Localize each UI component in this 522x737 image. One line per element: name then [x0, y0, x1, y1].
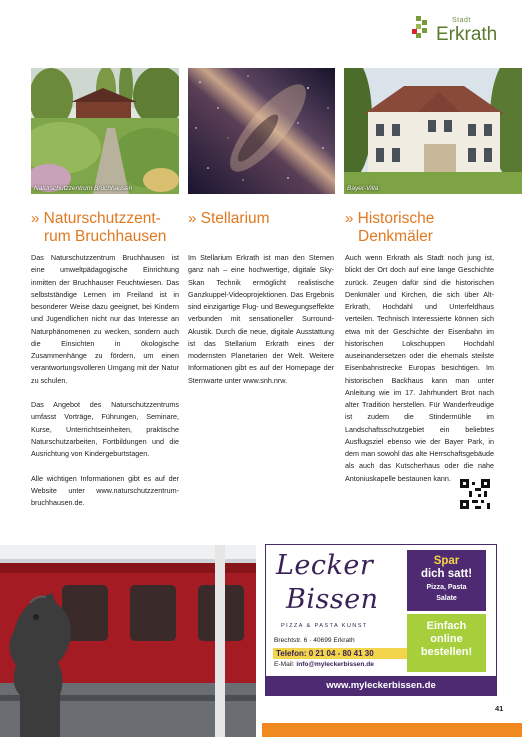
ad-address: Brechtstr. 6 · 40699 Erkrath — [274, 637, 355, 644]
photo-caption: Bayer-Villa — [347, 185, 379, 192]
photo-bayer-villa — [344, 68, 522, 194]
ad-order-online-box[interactable]: Einfach online bestellen! — [407, 614, 486, 672]
chevron-icon: » — [31, 210, 40, 227]
ad-tagline: PIZZA & PASTA KUNST — [281, 623, 368, 629]
paragraph: Im Stellarium Erkrath ist man den Sternen ganz nah – eine hochwertige, digitale Sky-Skan Technik ermöglicht realistische Ganzkuppel-Videoprojektionen. Das Ergebnis sind einzigartige Flug- und Bewegungseffekte verbunden mit sensationeller Surround-Akustik. Durch die neue, digitale Ausstattung ist das Stellarium Erkrath eines der modernsten Planetarien der Welt. Weitere Informationen gibt es auf der Homepage der Sternwarte unter www.snh.nrw. — [188, 253, 334, 385]
text-stellarium — [188, 252, 334, 399]
erkrath-logo-icon — [412, 16, 434, 42]
ad-brand-line1: Lecker — [276, 550, 374, 581]
photo-stellarium — [188, 68, 335, 194]
qr-code-icon[interactable] — [460, 479, 490, 509]
paragraph: Auch wenn Erkrath als Stadt noch jung ist, blickt der Ort doch auf eine lange Geschichte zurück. Zeugen dafür sind die historischen Denkmäler und Kirchen, die sich über Alt-Erkrath, Hochdahl und Unterfeldhaus verteilen. Technisch Interessierte können sich etwa mit der Geschichte der Eisenbahn im historischen Lokschuppen Hochdahl auseinandersetzen oder die ehemals steilste Eisenbahnstrecke Europas besichtigen. Im historischen Backhaus kann man unter Anleitung wie im 17. Jahrhundert Brot nach alter Tradition herstellen. Für Wanderfreudige ist zudem die Stindermühle im Landschaftsschutzgebiet ein beliebtes Ausflugsziel ebenso wie der Bayer Park, in dem man sowohl das alte Herrschaftsgebäude als auch das Kutscherhaus oder die nahe Antoniuskapelle bestaunen kann. — [345, 253, 494, 483]
chevron-icon: » — [345, 210, 354, 227]
paragraph: Das Angebot des Naturschutzzentrums umfasst Vorträge, Führungen, Seminare, Kurse, Unterrichtseinheiten, praktische Naturschutzarbeiten, Fortbildungen und die Ausrichtung von Kindergeburtstagen. — [31, 400, 179, 458]
text-nature-center — [31, 252, 179, 522]
chevron-icon: » — [188, 210, 197, 227]
photo-nature-center — [31, 68, 179, 194]
ad-email[interactable]: E-Mail: info@myleckerbissen.de — [274, 661, 374, 668]
ad-website-link[interactable]: www.myleckerbissen.de — [266, 676, 496, 695]
ad-brand-line2: Bissen — [286, 584, 379, 615]
logo-subtitle: Stadt — [452, 17, 471, 24]
text-monuments — [345, 252, 494, 497]
city-logo — [412, 16, 512, 46]
advertisement-lecker-bissen[interactable] — [265, 544, 497, 696]
logo-name: Erkrath — [436, 24, 498, 45]
page-number: 41 — [495, 704, 504, 713]
paragraph: Das Naturschutzzentrum Bruchhausen ist eine umweltpädagogische Einrichtung inmitten der Bruchhauser Feuchtwiesen. Das selbstständige Lernen im Freiland ist in besonderer Weise dazu geeignet, bei Kindern und Jugendlichen nicht nur das Interesse an Naturphänomenen zu wecken, sondern auch die Einsichten in ökologische Zusammenhänge zu fördern, um einen verantwortungsvolleren Umgang mit der Natur zu schulen. — [31, 253, 179, 385]
heading-monuments: » Historische Denkmäler — [345, 210, 435, 245]
heading-stellarium: » Stellarium — [188, 210, 270, 227]
page-footer-bar — [262, 723, 522, 737]
ad-phone[interactable]: Telefon: 0 21 04 - 80 41 30 — [273, 648, 409, 659]
ad-promo-box: Spar dich satt! Pizza, Pasta Salate — [407, 550, 486, 611]
photo-train-chess-knight — [0, 545, 256, 737]
paragraph: Alle wichtigen Informationen gibt es auf der Website unter www.naturschutzzentrum-bruchhausen.de. — [31, 473, 179, 507]
photo-caption: Naturschutzzentrum Bruchhausen — [34, 185, 133, 192]
heading-nature-center: » Naturschutzzent- rum Bruchhausen — [31, 210, 167, 245]
